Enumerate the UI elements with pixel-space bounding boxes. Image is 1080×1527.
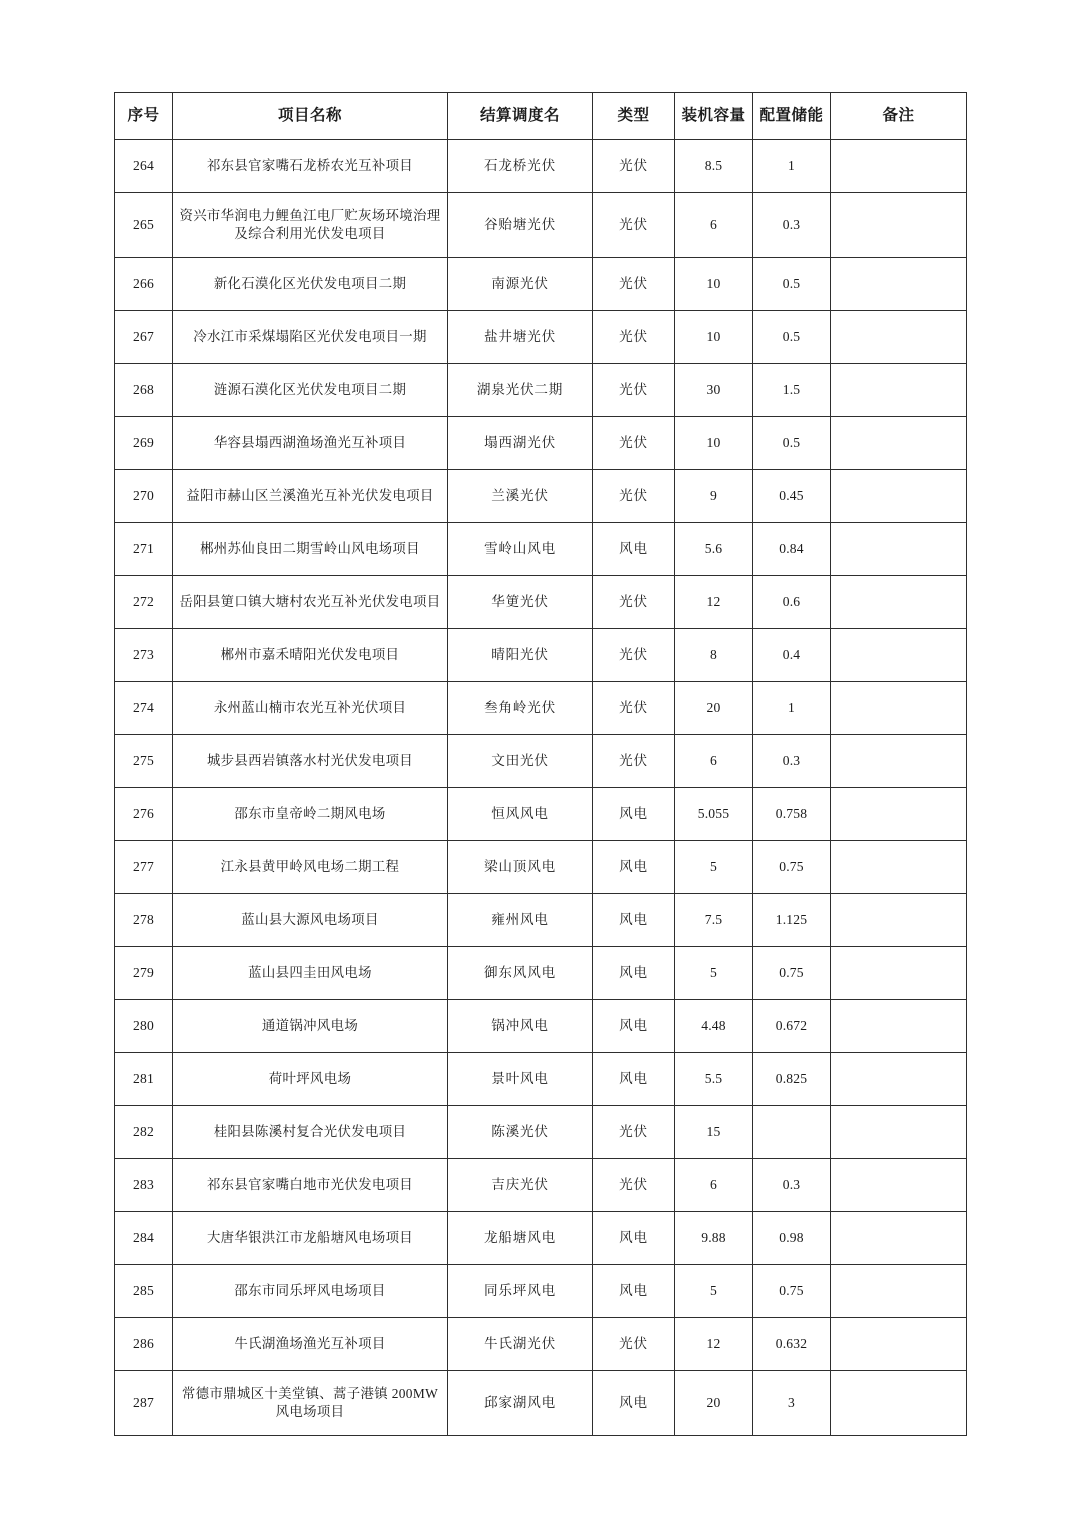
cell-remark (831, 947, 967, 1000)
cell-installed-capacity: 5.5 (675, 1053, 753, 1106)
column-header-installed-capacity: 装机容量 (675, 93, 753, 140)
table-row (115, 1000, 967, 1053)
table-row (115, 258, 967, 311)
cell-installed-capacity: 15 (675, 1106, 753, 1159)
table-row (115, 417, 967, 470)
cell-configured-storage (753, 1106, 831, 1159)
cell-project-name: 城步县西岩镇落水村光伏发电项目 (173, 735, 448, 788)
cell-project-name: 冷水江市采煤塌陷区光伏发电项目一期 (173, 311, 448, 364)
cell-installed-capacity: 10 (675, 417, 753, 470)
cell-seq: 275 (115, 735, 173, 788)
cell-installed-capacity: 8 (675, 629, 753, 682)
cell-remark (831, 258, 967, 311)
cell-settlement-dispatch-name: 陈溪光伏 (448, 1106, 593, 1159)
cell-type: 光伏 (593, 470, 675, 523)
cell-seq: 272 (115, 576, 173, 629)
cell-configured-storage: 1 (753, 682, 831, 735)
column-header-project-name: 项目名称 (173, 93, 448, 140)
cell-configured-storage: 0.5 (753, 417, 831, 470)
cell-project-name: 祁东县官家嘴白地市光伏发电项目 (173, 1159, 448, 1212)
cell-installed-capacity: 8.5 (675, 140, 753, 193)
cell-type: 风电 (593, 523, 675, 576)
cell-installed-capacity: 12 (675, 576, 753, 629)
cell-settlement-dispatch-name: 塌西湖光伏 (448, 417, 593, 470)
table-row (115, 629, 967, 682)
cell-remark (831, 894, 967, 947)
cell-installed-capacity: 20 (675, 682, 753, 735)
cell-seq: 285 (115, 1265, 173, 1318)
cell-type: 光伏 (593, 364, 675, 417)
cell-seq: 273 (115, 629, 173, 682)
cell-remark (831, 417, 967, 470)
cell-settlement-dispatch-name: 雍州风电 (448, 894, 593, 947)
table-row (115, 1265, 967, 1318)
cell-project-name: 蓝山县大源风电场项目 (173, 894, 448, 947)
cell-type: 风电 (593, 841, 675, 894)
cell-project-name: 牛氏湖渔场渔光互补项目 (173, 1318, 448, 1371)
cell-project-name: 蓝山县四圭田风电场 (173, 947, 448, 1000)
cell-project-name: 大唐华银洪江市龙船塘风电场项目 (173, 1212, 448, 1265)
cell-settlement-dispatch-name: 湖泉光伏二期 (448, 364, 593, 417)
cell-remark (831, 364, 967, 417)
cell-seq: 279 (115, 947, 173, 1000)
column-header-seq: 序号 (115, 93, 173, 140)
cell-seq: 282 (115, 1106, 173, 1159)
cell-type: 光伏 (593, 258, 675, 311)
cell-seq: 274 (115, 682, 173, 735)
cell-settlement-dispatch-name: 吉庆光伏 (448, 1159, 593, 1212)
cell-remark (831, 1212, 967, 1265)
cell-installed-capacity: 30 (675, 364, 753, 417)
table-row (115, 364, 967, 417)
cell-installed-capacity: 7.5 (675, 894, 753, 947)
cell-project-name: 岳阳县筻口镇大塘村农光互补光伏发电项目 (173, 576, 448, 629)
project-list-table (114, 92, 967, 1436)
cell-type: 风电 (593, 1053, 675, 1106)
cell-project-name: 桂阳县陈溪村复合光伏发电项目 (173, 1106, 448, 1159)
cell-project-name: 郴州市嘉禾晴阳光伏发电项目 (173, 629, 448, 682)
cell-settlement-dispatch-name: 谷贻塘光伏 (448, 193, 593, 258)
project-table-container (114, 92, 966, 1436)
table-row (115, 1371, 967, 1436)
cell-installed-capacity: 5.055 (675, 788, 753, 841)
cell-configured-storage: 0.3 (753, 1159, 831, 1212)
cell-type: 光伏 (593, 140, 675, 193)
cell-remark (831, 735, 967, 788)
cell-seq: 271 (115, 523, 173, 576)
column-header-configured-storage: 配置储能 (753, 93, 831, 140)
cell-remark (831, 140, 967, 193)
cell-project-name: 常德市鼎城区十美堂镇、蒿子港镇 200MW 风电场项目 (173, 1371, 448, 1436)
cell-remark (831, 1159, 967, 1212)
cell-type: 光伏 (593, 735, 675, 788)
cell-installed-capacity: 5.6 (675, 523, 753, 576)
cell-installed-capacity: 5 (675, 1265, 753, 1318)
cell-project-name: 祁东县官家嘴石龙桥农光互补项目 (173, 140, 448, 193)
cell-seq: 268 (115, 364, 173, 417)
cell-configured-storage: 0.3 (753, 735, 831, 788)
cell-settlement-dispatch-name: 雪岭山风电 (448, 523, 593, 576)
cell-settlement-dispatch-name: 石龙桥光伏 (448, 140, 593, 193)
cell-type: 光伏 (593, 629, 675, 682)
table-row (115, 193, 967, 258)
cell-type: 风电 (593, 1212, 675, 1265)
cell-configured-storage: 0.758 (753, 788, 831, 841)
cell-configured-storage: 0.672 (753, 1000, 831, 1053)
cell-settlement-dispatch-name: 同乐坪风电 (448, 1265, 593, 1318)
cell-seq: 276 (115, 788, 173, 841)
cell-seq: 287 (115, 1371, 173, 1436)
cell-remark (831, 470, 967, 523)
cell-remark (831, 1106, 967, 1159)
cell-project-name: 邵东市同乐坪风电场项目 (173, 1265, 448, 1318)
table-row (115, 140, 967, 193)
cell-settlement-dispatch-name: 南源光伏 (448, 258, 593, 311)
cell-seq: 270 (115, 470, 173, 523)
cell-settlement-dispatch-name: 御东风风电 (448, 947, 593, 1000)
table-body (115, 140, 967, 1436)
table-row (115, 311, 967, 364)
cell-settlement-dispatch-name: 盐井塘光伏 (448, 311, 593, 364)
cell-settlement-dispatch-name: 牛氏湖光伏 (448, 1318, 593, 1371)
cell-seq: 281 (115, 1053, 173, 1106)
cell-settlement-dispatch-name: 龙船塘风电 (448, 1212, 593, 1265)
table-row (115, 1318, 967, 1371)
cell-installed-capacity: 4.48 (675, 1000, 753, 1053)
table-row (115, 470, 967, 523)
cell-configured-storage: 0.75 (753, 1265, 831, 1318)
cell-installed-capacity: 6 (675, 735, 753, 788)
cell-configured-storage: 1.5 (753, 364, 831, 417)
cell-project-name: 涟源石漠化区光伏发电项目二期 (173, 364, 448, 417)
table-row (115, 1212, 967, 1265)
cell-project-name: 江永县黄甲岭风电场二期工程 (173, 841, 448, 894)
table-row (115, 947, 967, 1000)
cell-seq: 284 (115, 1212, 173, 1265)
table-row (115, 1159, 967, 1212)
cell-configured-storage: 0.5 (753, 311, 831, 364)
cell-configured-storage: 0.6 (753, 576, 831, 629)
cell-seq: 269 (115, 417, 173, 470)
cell-remark (831, 311, 967, 364)
cell-installed-capacity: 10 (675, 311, 753, 364)
cell-type: 光伏 (593, 1106, 675, 1159)
cell-remark (831, 523, 967, 576)
cell-remark (831, 193, 967, 258)
cell-type: 风电 (593, 947, 675, 1000)
cell-remark (831, 1318, 967, 1371)
table-row (115, 682, 967, 735)
cell-configured-storage: 0.84 (753, 523, 831, 576)
cell-remark (831, 1265, 967, 1318)
cell-settlement-dispatch-name: 梁山顶风电 (448, 841, 593, 894)
cell-configured-storage: 1 (753, 140, 831, 193)
cell-configured-storage: 0.4 (753, 629, 831, 682)
cell-remark (831, 1053, 967, 1106)
cell-settlement-dispatch-name: 邱家湖风电 (448, 1371, 593, 1436)
table-row (115, 1106, 967, 1159)
cell-type: 风电 (593, 894, 675, 947)
cell-installed-capacity: 5 (675, 841, 753, 894)
cell-project-name: 永州蓝山楠市农光互补光伏项目 (173, 682, 448, 735)
cell-seq: 265 (115, 193, 173, 258)
table-row (115, 523, 967, 576)
cell-remark (831, 1371, 967, 1436)
cell-remark (831, 841, 967, 894)
table-row (115, 841, 967, 894)
cell-type: 光伏 (593, 193, 675, 258)
cell-type: 光伏 (593, 1318, 675, 1371)
cell-installed-capacity: 10 (675, 258, 753, 311)
cell-type: 光伏 (593, 1159, 675, 1212)
header-row (115, 93, 967, 140)
cell-installed-capacity: 9 (675, 470, 753, 523)
table-row (115, 1053, 967, 1106)
cell-remark (831, 682, 967, 735)
cell-settlement-dispatch-name: 文田光伏 (448, 735, 593, 788)
cell-project-name: 通道锅冲风电场 (173, 1000, 448, 1053)
cell-configured-storage: 0.632 (753, 1318, 831, 1371)
cell-seq: 267 (115, 311, 173, 364)
cell-project-name: 荷叶坪风电场 (173, 1053, 448, 1106)
cell-settlement-dispatch-name: 景叶风电 (448, 1053, 593, 1106)
cell-project-name: 益阳市赫山区兰溪渔光互补光伏发电项目 (173, 470, 448, 523)
table-row (115, 735, 967, 788)
cell-configured-storage: 0.3 (753, 193, 831, 258)
cell-type: 风电 (593, 1000, 675, 1053)
cell-type: 光伏 (593, 311, 675, 364)
cell-type: 光伏 (593, 417, 675, 470)
cell-remark (831, 788, 967, 841)
cell-settlement-dispatch-name: 晴阳光伏 (448, 629, 593, 682)
cell-installed-capacity: 6 (675, 1159, 753, 1212)
cell-remark (831, 576, 967, 629)
cell-remark (831, 1000, 967, 1053)
cell-seq: 277 (115, 841, 173, 894)
cell-installed-capacity: 20 (675, 1371, 753, 1436)
table-row (115, 788, 967, 841)
cell-type: 风电 (593, 1265, 675, 1318)
cell-type: 光伏 (593, 576, 675, 629)
cell-project-name: 新化石漠化区光伏发电项目二期 (173, 258, 448, 311)
cell-seq: 264 (115, 140, 173, 193)
cell-installed-capacity: 6 (675, 193, 753, 258)
cell-seq: 278 (115, 894, 173, 947)
column-header-type: 类型 (593, 93, 675, 140)
cell-installed-capacity: 5 (675, 947, 753, 1000)
cell-configured-storage: 0.5 (753, 258, 831, 311)
table-header (115, 93, 967, 140)
cell-type: 光伏 (593, 682, 675, 735)
cell-project-name: 华容县塌西湖渔场渔光互补项目 (173, 417, 448, 470)
cell-project-name: 资兴市华润电力鲤鱼江电厂贮灰场环境治理及综合利用光伏发电项目 (173, 193, 448, 258)
cell-configured-storage: 0.75 (753, 841, 831, 894)
cell-remark (831, 629, 967, 682)
cell-configured-storage: 3 (753, 1371, 831, 1436)
cell-type: 风电 (593, 788, 675, 841)
cell-seq: 283 (115, 1159, 173, 1212)
table-row (115, 894, 967, 947)
cell-type: 风电 (593, 1371, 675, 1436)
cell-configured-storage: 1.125 (753, 894, 831, 947)
cell-installed-capacity: 12 (675, 1318, 753, 1371)
cell-seq: 280 (115, 1000, 173, 1053)
cell-settlement-dispatch-name: 兰溪光伏 (448, 470, 593, 523)
column-header-settlement-dispatch-name: 结算调度名 (448, 93, 593, 140)
cell-settlement-dispatch-name: 叁角岭光伏 (448, 682, 593, 735)
cell-configured-storage: 0.825 (753, 1053, 831, 1106)
cell-seq: 266 (115, 258, 173, 311)
cell-settlement-dispatch-name: 华筻光伏 (448, 576, 593, 629)
cell-project-name: 邵东市皇帝岭二期风电场 (173, 788, 448, 841)
cell-seq: 286 (115, 1318, 173, 1371)
cell-configured-storage: 0.45 (753, 470, 831, 523)
cell-settlement-dispatch-name: 恒风风电 (448, 788, 593, 841)
cell-settlement-dispatch-name: 锅冲风电 (448, 1000, 593, 1053)
cell-installed-capacity: 9.88 (675, 1212, 753, 1265)
cell-project-name: 郴州苏仙良田二期雪岭山风电场项目 (173, 523, 448, 576)
column-header-remark: 备注 (831, 93, 967, 140)
cell-configured-storage: 0.75 (753, 947, 831, 1000)
table-row (115, 576, 967, 629)
cell-configured-storage: 0.98 (753, 1212, 831, 1265)
